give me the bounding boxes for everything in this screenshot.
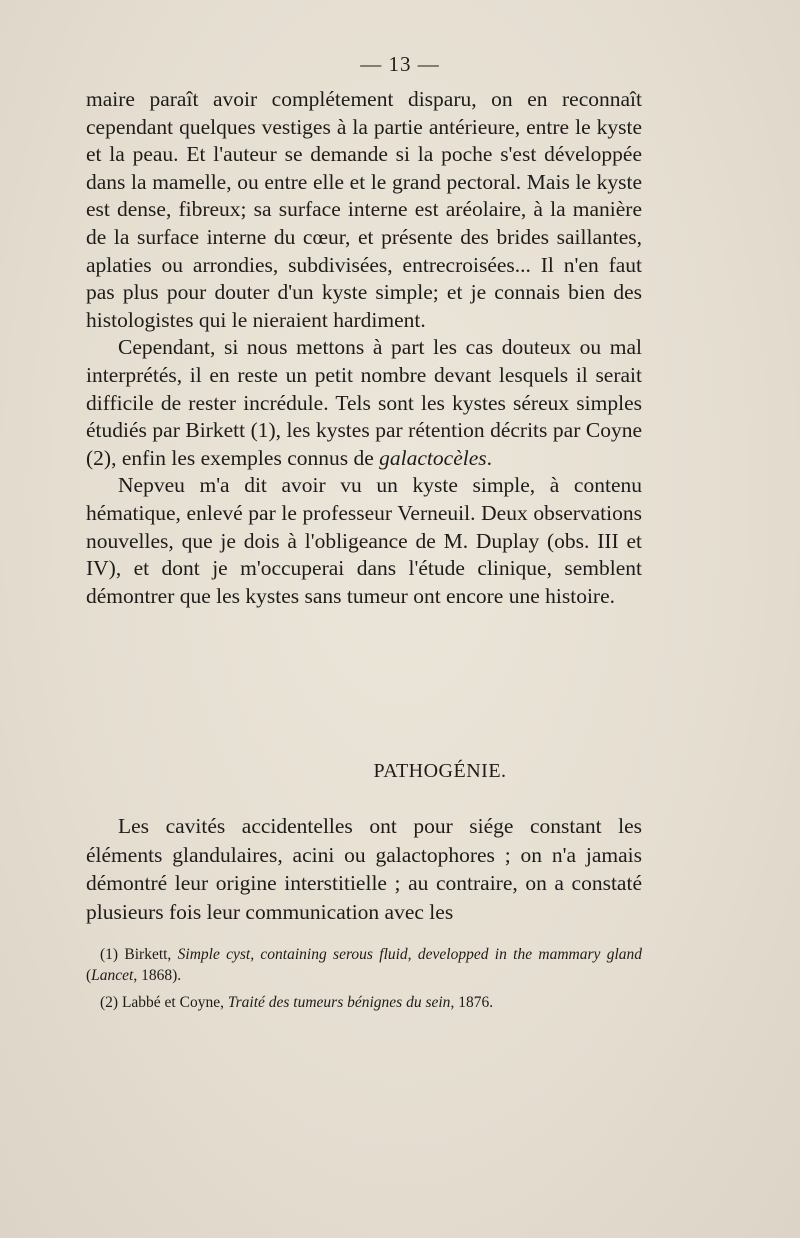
paragraph-continuation: maire paraît avoir complétement disparu, on en reconnaît cependant quelques vestiges à la partie antérieure, entre le kyste et la peau. Et l'auteur se demande si la poche s'est développée dans la mamelle, ou entre elle et le grand pectoral. Mais le kyste est dense, fibreux; sa surface interne est aréolaire, à la manière de la surface interne du cœur, et présente des brides saillantes, aplaties ou arrondies, subdivisées, entrecroisées... Il n'en faut pas plus pour douter d'un kyste simple; et je connais bien des histologistes qui le nieraient hardiment. bbox=[86, 87, 642, 332]
paragraph-cependant-italic: galactocèles bbox=[379, 445, 487, 470]
footnote-2 bbox=[86, 992, 642, 1013]
pathogenie-text bbox=[86, 812, 642, 926]
paragraph-cependant bbox=[86, 334, 642, 472]
footnote-2-title: Traité des tumeurs bénignes du sein bbox=[227, 994, 451, 1011]
main-text bbox=[86, 86, 642, 610]
paragraph-cependant-text: Cependant, si nous mettons à part les cas douteux ou mal interprétés, il en reste un petit nombre devant lesquels il serait difficile de rester incrédule. Tels sont les kystes séreux simples étudiés par Birkett (1), les kystes par rétention décrits par Coyne (2), enfin les exemples connus de bbox=[86, 335, 642, 470]
page-number: — 13 — bbox=[360, 52, 440, 76]
section-heading: PATHOGÉNIE. bbox=[373, 760, 507, 782]
paragraph-cependant-end: . bbox=[486, 445, 492, 470]
footnote-1-mark: (1) Birkett, bbox=[100, 946, 172, 963]
paragraph-cavites: Les cavités accidentelles ont pour siége constant les éléments glandulaires, acini ou galactophores ; on n'a jamais démontré leur origine interstitielle ; au contraire, on a constaté plusieurs fois leur communication avec les bbox=[86, 814, 642, 924]
footnote-2-end: , 1876. bbox=[450, 994, 494, 1011]
footnotes bbox=[86, 944, 642, 1019]
paragraph-nepveu: Nepveu m'a dit avoir vu un kyste simple, à contenu hématique, enlevé par le professeur Verneuil. Deux observations nouvelles, que je dois à l'obligeance de M. Duplay (obs. III et IV), et dont je m'occuperai dans l'étude clinique, semblent démontrer que les kystes sans tumeur ont encore une histoire. bbox=[86, 473, 642, 608]
footnote-1-title: Simple cyst, containing serous fluid, developped in the mammary gland bbox=[177, 946, 642, 963]
footnote-1-end: , 1868). bbox=[133, 967, 182, 984]
footnote-1-paren: ( bbox=[86, 967, 92, 984]
footnote-1 bbox=[86, 944, 642, 986]
footnote-2-mark: (2) Labbé et Coyne, bbox=[100, 994, 224, 1011]
footnote-1-journal: Lancet bbox=[91, 967, 134, 984]
